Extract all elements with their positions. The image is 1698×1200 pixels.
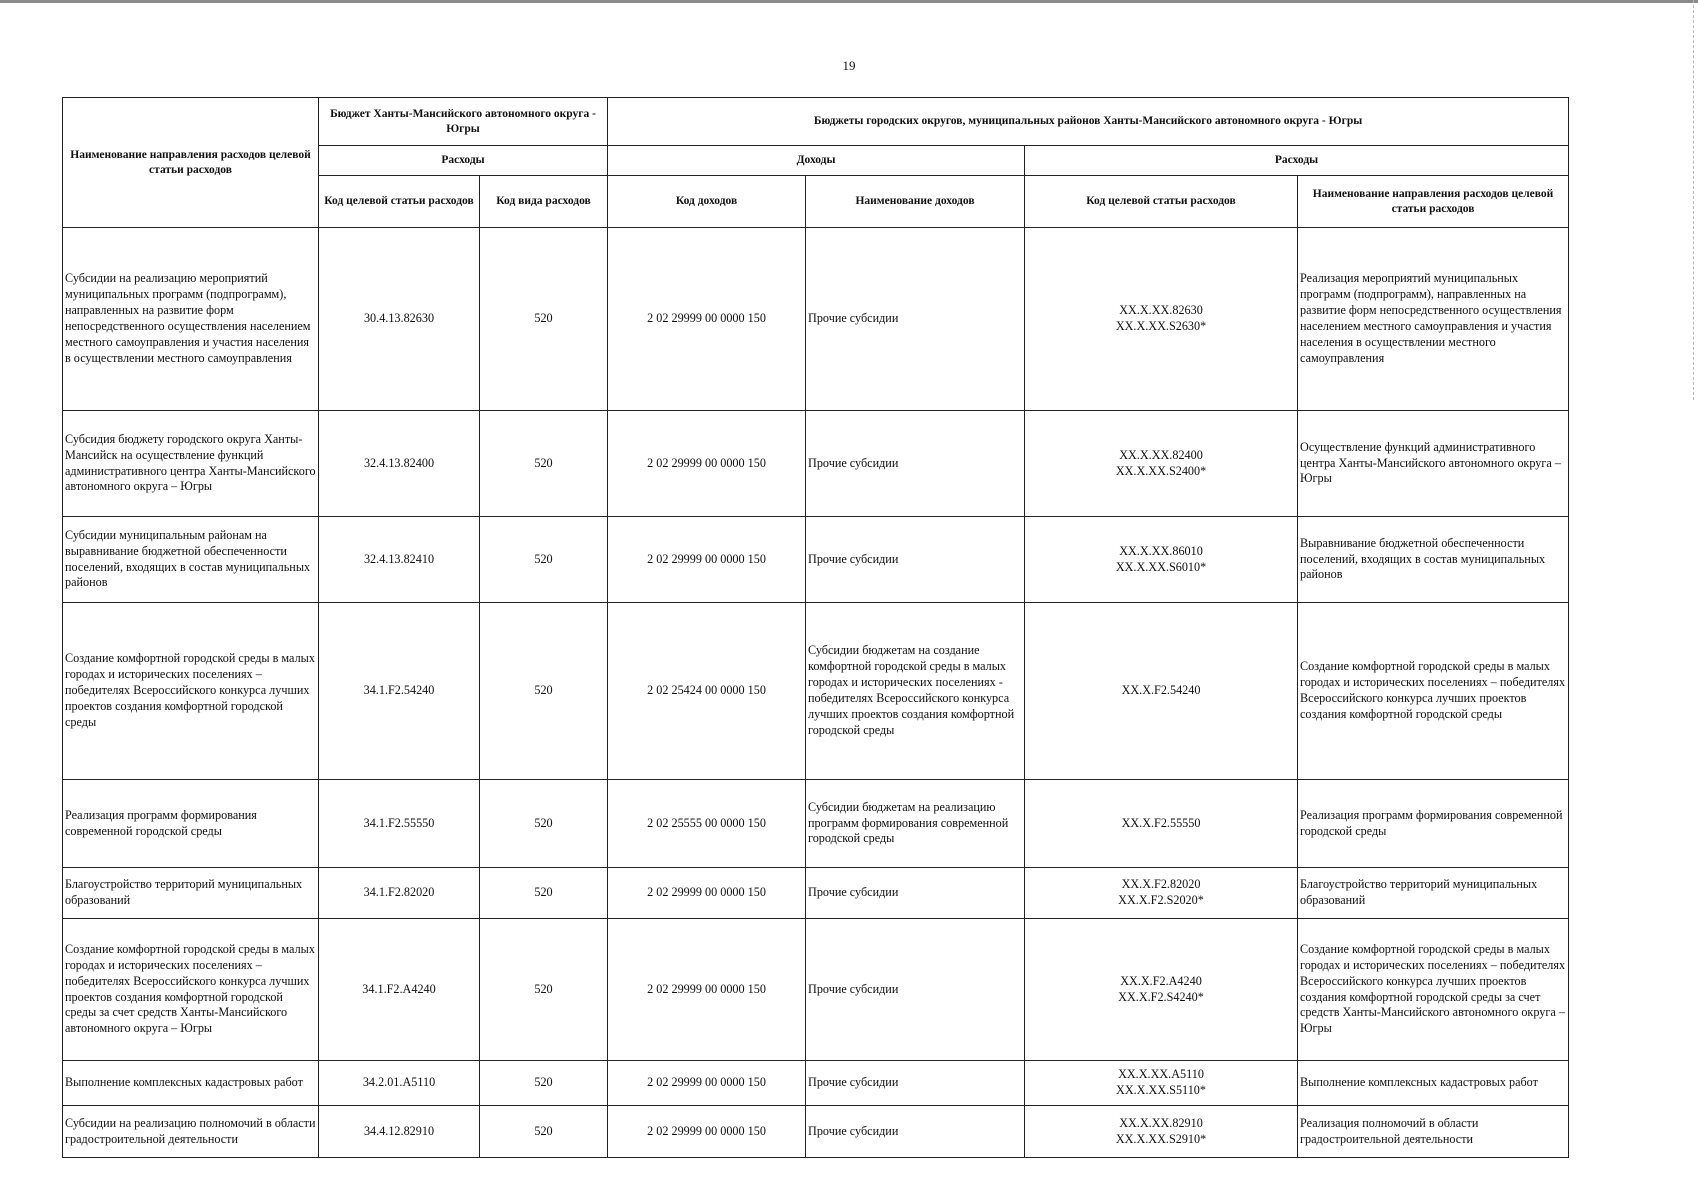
row-direction: Создание комфортной городской среды в малых городах и исторических поселениях – победителях Всероссийского конкурса лучших проектов создания комфортной городской среды за счет средств Ханты-Мансийского автономного округа – Югры xyxy=(1298,919,1569,1061)
table-row xyxy=(63,517,1569,603)
row-income-code: 2 02 29999 00 0000 150 xyxy=(608,1106,806,1158)
row-income-name: Прочие субсидии xyxy=(806,411,1025,517)
row-expense-type: 520 xyxy=(480,517,608,603)
row-name: Создание комфортной городской среды в малых городах и исторических поселениях – победителях Всероссийского конкурса лучших проектов создания комфортной городской среды за счет средств Ханты-Мансийского автономного округа – Югры xyxy=(63,919,319,1061)
row-income-code: 2 02 29999 00 0000 150 xyxy=(608,517,806,603)
row-income-code: 2 02 25555 00 0000 150 xyxy=(608,780,806,868)
row-income-name: Прочие субсидии xyxy=(806,1061,1025,1106)
row-target-code: 32.4.13.82410 xyxy=(319,517,480,603)
table-row xyxy=(63,780,1569,868)
header-target-code: Код целевой статьи расходов xyxy=(319,176,480,228)
row-income-name: Субсидии бюджетам на реализацию программ формирования современной городской среды xyxy=(806,780,1025,868)
table-row xyxy=(63,868,1569,919)
row-municipal-code: XX.X.F2.54240 xyxy=(1025,603,1298,780)
row-direction: Создание комфортной городской среды в малых городах и исторических поселениях – победителях Всероссийского конкурса лучших проектов создания комфортной городской среды xyxy=(1298,603,1569,780)
row-expense-type: 520 xyxy=(480,411,608,517)
table-row xyxy=(63,411,1569,517)
row-municipal-code: XX.X.F2.A4240 XX.X.F2.S4240* xyxy=(1025,919,1298,1061)
row-target-code: 34.1.F2.55550 xyxy=(319,780,480,868)
header-income-code: Код доходов xyxy=(608,176,806,228)
row-income-name: Прочие субсидии xyxy=(806,868,1025,919)
scan-top-edge xyxy=(0,0,1698,3)
row-income-name: Прочие субсидии xyxy=(806,1106,1025,1158)
table-row xyxy=(63,1061,1569,1106)
row-direction: Благоустройство территорий муниципальных образований xyxy=(1298,868,1569,919)
row-expense-type: 520 xyxy=(480,228,608,411)
row-expense-type: 520 xyxy=(480,1106,608,1158)
row-income-name: Субсидии бюджетам на создание комфортной городской среды в малых городах и исторических поселениях - победителях Всероссийского конкурса лучших проектов создания комфортной городской среды xyxy=(806,603,1025,780)
row-income-code: 2 02 29999 00 0000 150 xyxy=(608,411,806,517)
header-income-name: Наименование доходов xyxy=(806,176,1025,228)
row-name: Создание комфортной городской среды в малых городах и исторических поселениях – победителях Всероссийского конкурса лучших проектов создания комфортной городской среды xyxy=(63,603,319,780)
row-expense-type: 520 xyxy=(480,603,608,780)
row-target-code: 32.4.13.82400 xyxy=(319,411,480,517)
row-name: Субсидия бюджету городского округа Ханты-Мансийск на осуществление функций административного центра Ханты-Мансийского автономного округа – Югры xyxy=(63,411,319,517)
header-municipal-budgets: Бюджеты городских округов, муниципальных районов Ханты-Мансийского автономного округа - Югры xyxy=(608,98,1569,146)
row-name: Субсидии на реализацию мероприятий муниципальных программ (подпрограмм), направленных на развитие форм непосредственного осуществления населением местного самоуправления и участия населения в осуществлении местного самоуправления xyxy=(63,228,319,411)
row-name: Выполнение комплексных кадастровых работ xyxy=(63,1061,319,1106)
table-row xyxy=(63,1106,1569,1158)
header-name-column: Наименование направления расходов целевой статьи расходов xyxy=(63,98,319,228)
row-income-name: Прочие субсидии xyxy=(806,919,1025,1061)
page-number: 19 xyxy=(842,58,856,73)
row-expense-type: 520 xyxy=(480,919,608,1061)
row-target-code: 34.1.F2.54240 xyxy=(319,603,480,780)
table-row xyxy=(63,228,1569,411)
row-income-code: 2 02 29999 00 0000 150 xyxy=(608,919,806,1061)
row-expense-type: 520 xyxy=(480,1061,608,1106)
header-income: Доходы xyxy=(608,146,1025,176)
row-income-code: 2 02 25424 00 0000 150 xyxy=(608,603,806,780)
row-municipal-code: XX.X.XX.A5110 XX.X.XX.S5110* xyxy=(1025,1061,1298,1106)
budget-classification-table xyxy=(62,97,1569,1158)
row-municipal-code: XX.X.XX.82400 XX.X.XX.S2400* xyxy=(1025,411,1298,517)
header-okrug-budget: Бюджет Ханты-Мансийского автономного округа - Югры xyxy=(319,98,608,146)
row-direction: Выравнивание бюджетной обеспеченности поселений, входящих в состав муниципальных районов xyxy=(1298,517,1569,603)
row-expense-type: 520 xyxy=(480,780,608,868)
row-municipal-code: XX.X.XX.86010 XX.X.XX.S6010* xyxy=(1025,517,1298,603)
row-direction: Реализация мероприятий муниципальных программ (подпрограмм), направленных на развитие форм непосредственного осуществления населением местного самоуправления и участия населения в осуществлении местного самоуправления xyxy=(1298,228,1569,411)
row-target-code: 34.2.01.A5110 xyxy=(319,1061,480,1106)
row-income-name: Прочие субсидии xyxy=(806,517,1025,603)
table-row xyxy=(63,603,1569,780)
row-target-code: 34.1.F2.82020 xyxy=(319,868,480,919)
row-target-code: 30.4.13.82630 xyxy=(319,228,480,411)
row-name: Субсидии на реализацию полномочий в области градостроительной деятельности xyxy=(63,1106,319,1158)
row-target-code: 34.4.12.82910 xyxy=(319,1106,480,1158)
row-income-code: 2 02 29999 00 0000 150 xyxy=(608,1061,806,1106)
header-expense-type-code: Код вида расходов xyxy=(480,176,608,228)
row-expense-type: 520 xyxy=(480,868,608,919)
row-municipal-code: XX.X.XX.82630 XX.X.XX.S2630* xyxy=(1025,228,1298,411)
row-income-code: 2 02 29999 00 0000 150 xyxy=(608,228,806,411)
row-direction: Выполнение комплексных кадастровых работ xyxy=(1298,1061,1569,1106)
row-name: Благоустройство территорий муниципальных образований xyxy=(63,868,319,919)
row-direction: Реализация полномочий в области градостроительной деятельности xyxy=(1298,1106,1569,1158)
table-row xyxy=(63,919,1569,1061)
header-expenses: Расходы xyxy=(319,146,608,176)
row-income-name: Прочие субсидии xyxy=(806,228,1025,411)
row-municipal-code: XX.X.F2.82020 XX.X.F2.S2020* xyxy=(1025,868,1298,919)
row-name: Реализация программ формирования современной городской среды xyxy=(63,780,319,868)
row-direction: Осуществление функций административного центра Ханты-Мансийского автономного округа – Югры xyxy=(1298,411,1569,517)
row-income-code: 2 02 29999 00 0000 150 xyxy=(608,868,806,919)
row-municipal-code: XX.X.XX.82910 XX.X.XX.S2910* xyxy=(1025,1106,1298,1158)
header-municipal-target-code: Код целевой статьи расходов xyxy=(1025,176,1298,228)
row-target-code: 34.1.F2.A4240 xyxy=(319,919,480,1061)
header-expenses-municipal: Расходы xyxy=(1025,146,1569,176)
row-name: Субсидии муниципальным районам на выравнивание бюджетной обеспеченности поселений, входящих в состав муниципальных районов xyxy=(63,517,319,603)
header-row-1 xyxy=(63,98,1569,146)
row-municipal-code: XX.X.F2.55550 xyxy=(1025,780,1298,868)
header-direction-name: Наименование направления расходов целевой статьи расходов xyxy=(1298,176,1569,228)
row-direction: Реализация программ формирования современной городской среды xyxy=(1298,780,1569,868)
